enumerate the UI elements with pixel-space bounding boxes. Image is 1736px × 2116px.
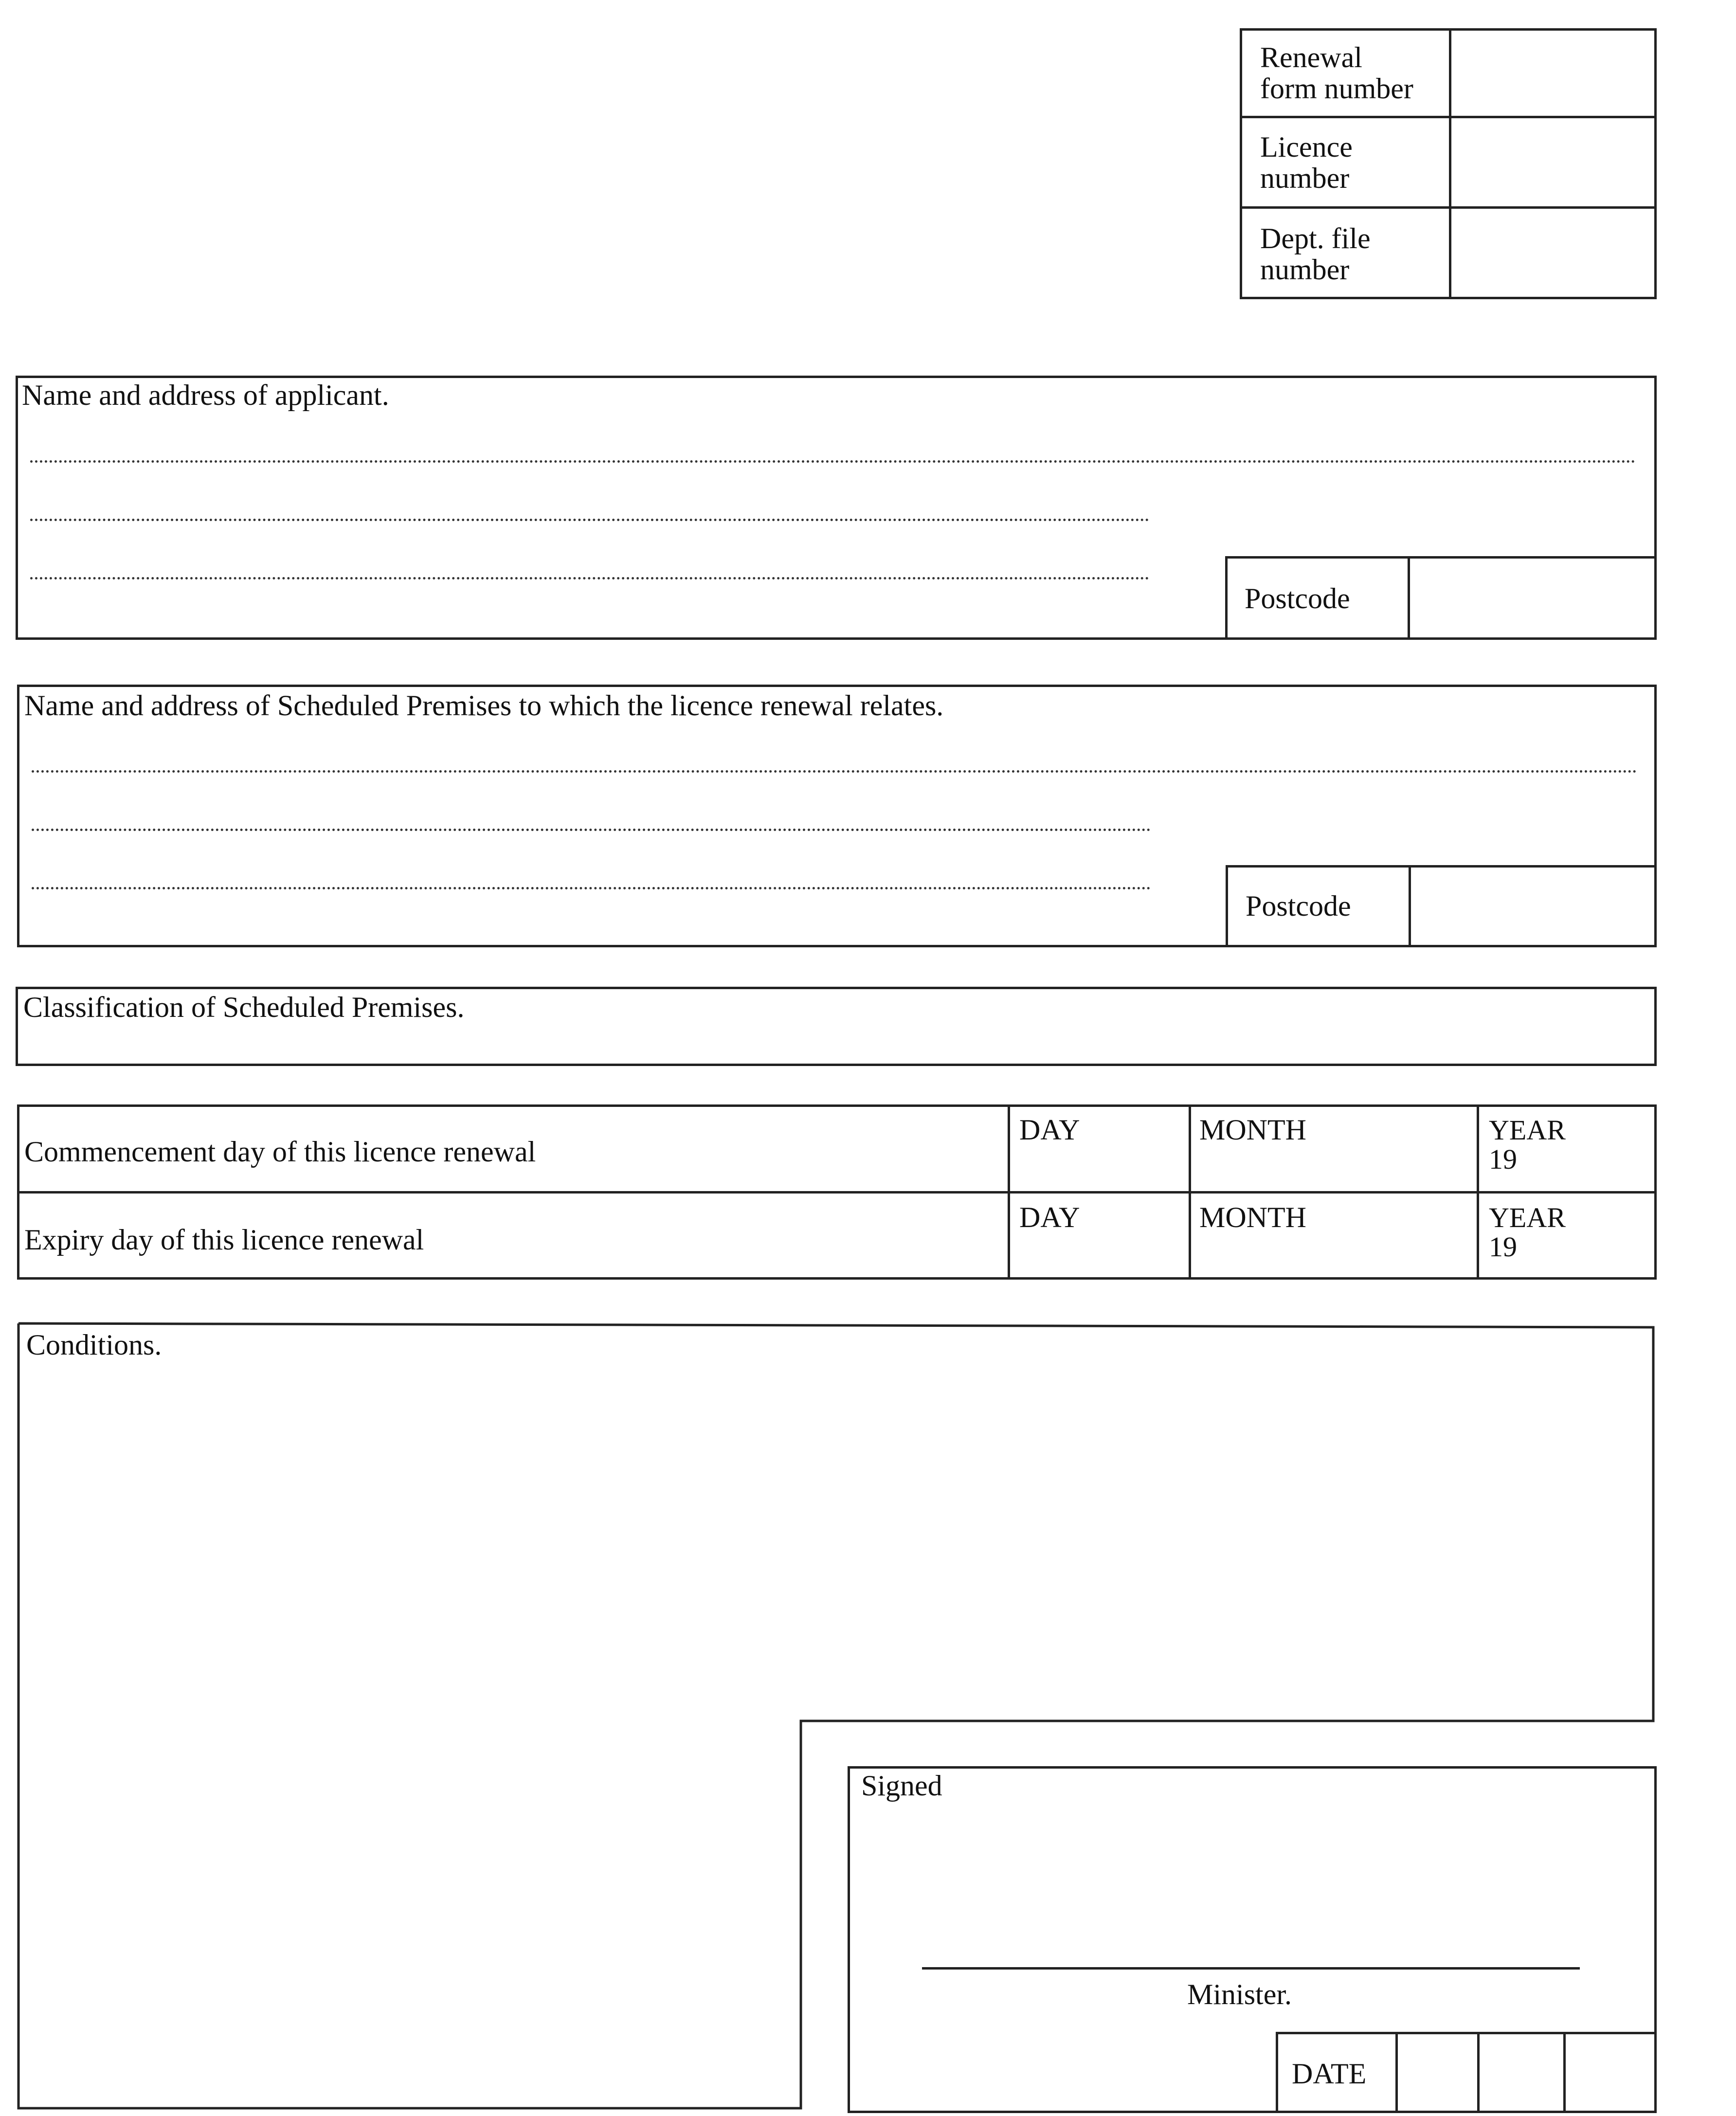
renewal-form-number-label: Renewal form number <box>1260 41 1413 105</box>
commencement-day-label: Commencement day of this licence renewal <box>24 1136 536 1168</box>
signature-date-divider <box>1395 2032 1398 2113</box>
conditions-text-area[interactable] <box>26 1367 1646 1713</box>
commencement-month-header[interactable]: MONTH <box>1199 1114 1306 1146</box>
signature-date-day-field[interactable] <box>1399 2036 1474 2110</box>
conditions-heading: Conditions. <box>26 1329 162 1361</box>
signature-date-divider <box>1477 2032 1480 2113</box>
dept-file-number-label: Dept. file number <box>1260 222 1371 286</box>
expiry-day-header[interactable]: DAY <box>1019 1201 1080 1233</box>
applicant-heading: Name and address of applicant. <box>22 379 389 411</box>
minister-label: Minister. <box>1187 1978 1292 2010</box>
premises-heading: Name and address of Scheduled Premises to which the licence renewal relates. <box>24 689 944 722</box>
signature-date-label: DATE <box>1292 2058 1367 2090</box>
commencement-year-field[interactable]: YEAR 19 <box>1489 1114 1566 1175</box>
signed-label: Signed <box>861 1770 942 1802</box>
premises-postcode-label: Postcode <box>1246 890 1351 922</box>
signature-date-year-field[interactable] <box>1567 2036 1653 2110</box>
commencement-day-header[interactable]: DAY <box>1019 1114 1080 1146</box>
signature-date-month-field[interactable] <box>1481 2036 1560 2110</box>
signature-date-divider <box>1563 2032 1566 2113</box>
classification-heading: Classification of Scheduled Premises. <box>23 991 465 1023</box>
expiry-day-label: Expiry day of this licence renewal <box>24 1224 424 1256</box>
expiry-month-header[interactable]: MONTH <box>1199 1201 1306 1233</box>
applicant-postcode-label: Postcode <box>1245 582 1350 615</box>
licence-number-label: Licence number <box>1260 131 1353 194</box>
signature-line[interactable] <box>922 1967 1580 1970</box>
expiry-year-field[interactable]: YEAR 19 <box>1489 1202 1566 1263</box>
